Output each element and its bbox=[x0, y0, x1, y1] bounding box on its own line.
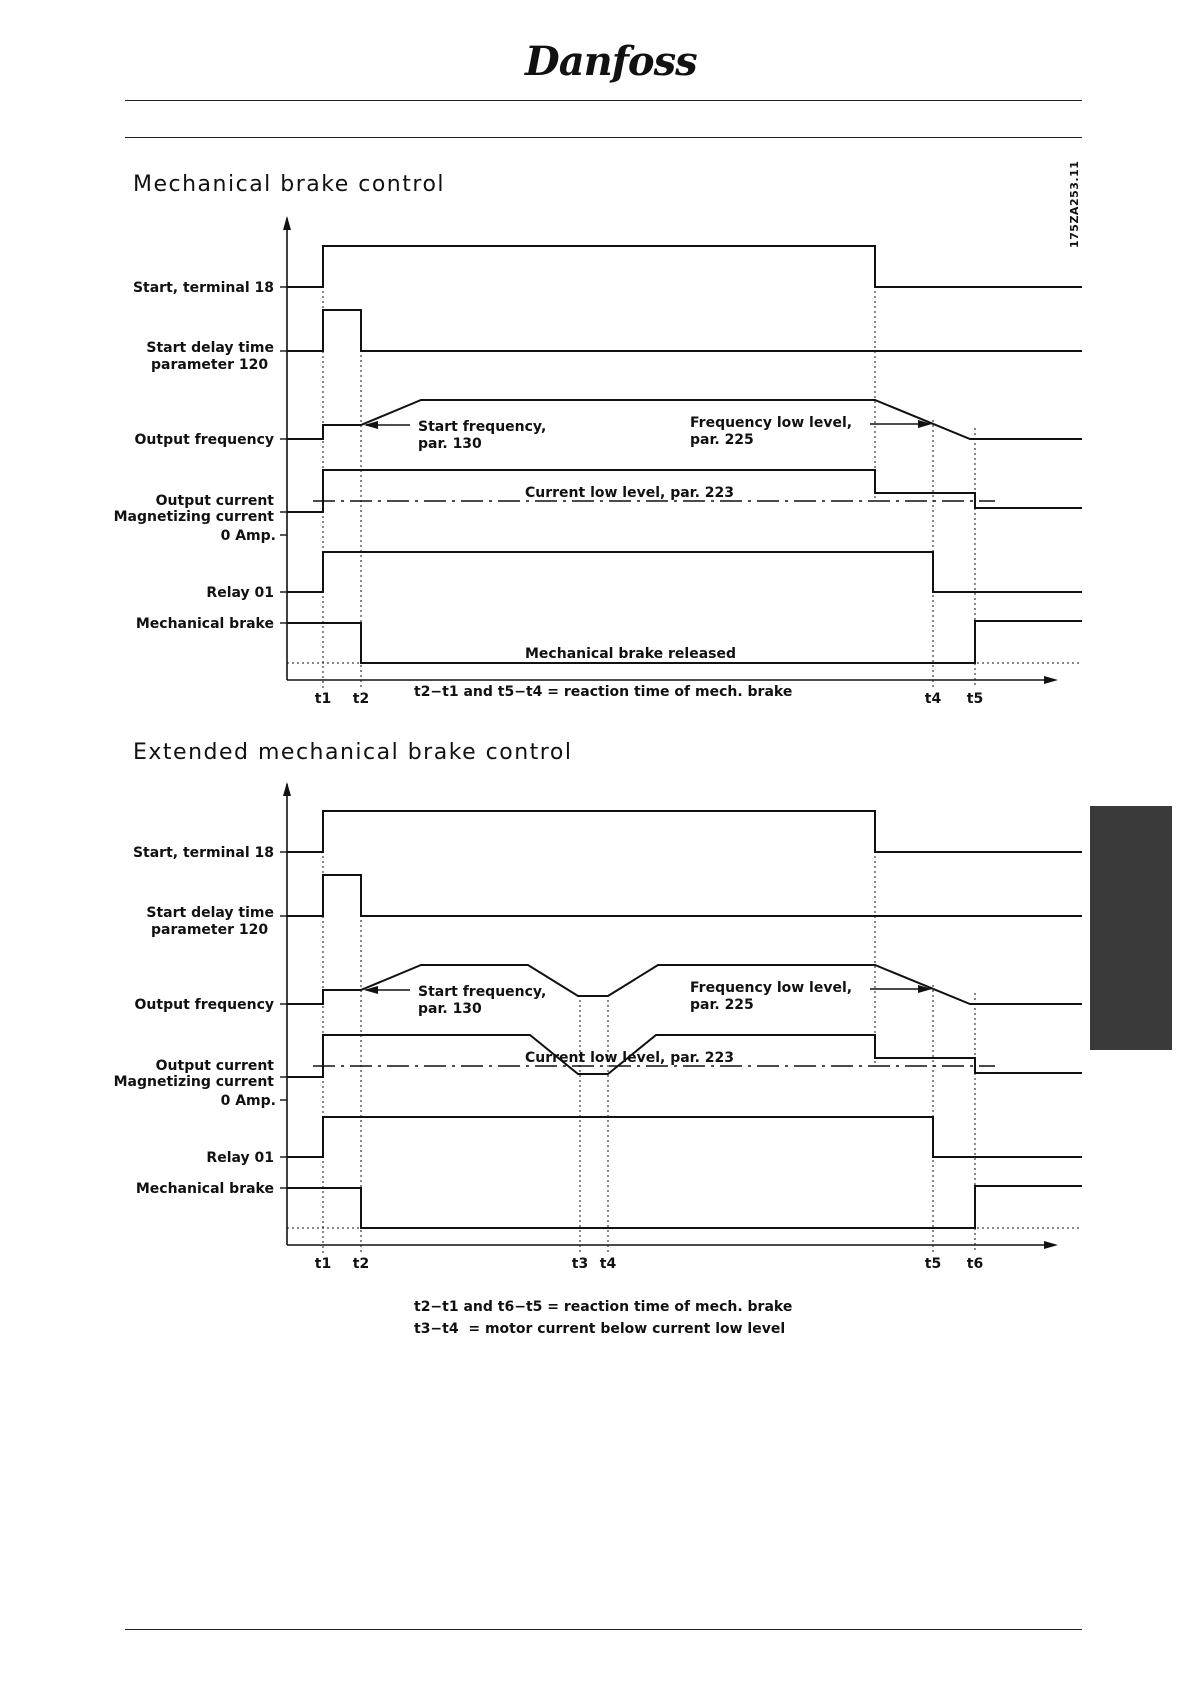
d1-label-brake: Mechanical brake bbox=[135, 616, 274, 632]
d2-signal-relay bbox=[287, 1117, 1082, 1157]
diagram1-title: Mechanical brake control bbox=[133, 172, 446, 197]
d2-label-curr1: Output current bbox=[155, 1058, 274, 1074]
d1-label-start: Start, terminal 18 bbox=[132, 280, 274, 296]
d1-label-freq: Output frequency bbox=[134, 432, 274, 448]
d2-label-start: Start, terminal 18 bbox=[132, 845, 274, 861]
d1-signal-delay bbox=[287, 310, 1082, 351]
d1-label-amp0: 0 Amp. bbox=[220, 528, 276, 544]
d2-label-brake: Mechanical brake bbox=[135, 1181, 274, 1197]
d1-time-t5: t5 bbox=[966, 691, 984, 707]
d2-label-freq: Output frequency bbox=[134, 997, 274, 1013]
d2-label-amp0: 0 Amp. bbox=[220, 1093, 276, 1109]
d2-start-freq-1: Start frequency, bbox=[418, 984, 547, 1000]
d1-time-t1: t1 bbox=[314, 691, 332, 707]
d2-time-t2: t2 bbox=[352, 1256, 370, 1272]
d1-label-delay1: Start delay time bbox=[146, 340, 274, 356]
d2-label-delay2: parameter 120 bbox=[151, 922, 269, 938]
d1-reaction-note: t2−t1 and t5−t4 = reaction time of mech. brake bbox=[414, 684, 793, 700]
d1-label-curr1: Output current bbox=[155, 493, 274, 509]
d2-current-low: Current low level, par. 223 bbox=[525, 1050, 735, 1066]
d1-label-curr2: Magnetizing current bbox=[113, 509, 274, 525]
d1-time-t2: t2 bbox=[352, 691, 370, 707]
d1-signal-start bbox=[287, 246, 1082, 287]
d2-label-delay1: Start delay time bbox=[146, 905, 274, 921]
d2-signal-brake bbox=[287, 1186, 1082, 1228]
d2-time-t6: t6 bbox=[966, 1256, 984, 1272]
d1-current-low: Current low level, par. 223 bbox=[525, 485, 735, 501]
d1-label-relay: Relay 01 bbox=[206, 585, 274, 601]
d2-note-reaction: t2−t1 and t6−t5 = reaction time of mech. brake bbox=[414, 1299, 793, 1315]
diagram2-y-arrow-icon bbox=[283, 782, 291, 796]
footer-rule bbox=[125, 1629, 1082, 1630]
document-id: 175ZA253.11 bbox=[1068, 160, 1081, 248]
diagram1-x-arrow-icon bbox=[1044, 676, 1058, 684]
d2-signal-start bbox=[287, 811, 1082, 852]
brand-wordmark: Danfoss bbox=[525, 38, 697, 85]
diagram2-title: Extended mechanical brake control bbox=[133, 740, 573, 765]
d2-time-t5: t5 bbox=[924, 1256, 942, 1272]
diagram2 bbox=[114, 782, 1082, 1337]
d2-signal-delay bbox=[287, 875, 1082, 916]
d1-signal-relay bbox=[287, 552, 1082, 592]
d1-freq-low-1: Frequency low level, bbox=[690, 415, 853, 431]
diagram1-y-arrow-icon bbox=[283, 216, 291, 230]
d2-label-relay: Relay 01 bbox=[206, 1150, 274, 1166]
d1-label-delay2: parameter 120 bbox=[151, 357, 269, 373]
d2-freq-low-2: par. 225 bbox=[690, 997, 754, 1013]
d2-start-freq-2: par. 130 bbox=[418, 1001, 482, 1017]
d2-note-current: t3−t4 = motor current below current low level bbox=[414, 1321, 786, 1337]
d2-time-t4: t4 bbox=[599, 1256, 617, 1272]
diagram1 bbox=[114, 216, 1082, 707]
d2-freq-low-1: Frequency low level, bbox=[690, 980, 853, 996]
d1-start-freq-1: Start frequency, bbox=[418, 419, 547, 435]
d1-brake-released: Mechanical brake released bbox=[525, 646, 736, 662]
d1-signal-frequency bbox=[287, 400, 1082, 439]
d2-time-t1: t1 bbox=[314, 1256, 332, 1272]
d2-label-curr2: Magnetizing current bbox=[113, 1074, 274, 1090]
d2-time-t3: t3 bbox=[571, 1256, 589, 1272]
diagram2-x-arrow-icon bbox=[1044, 1241, 1058, 1249]
d2-signal-frequency bbox=[287, 965, 1082, 1004]
d1-start-freq-2: par. 130 bbox=[418, 436, 482, 452]
d1-freq-low-2: par. 225 bbox=[690, 432, 754, 448]
d1-time-t4: t4 bbox=[924, 691, 942, 707]
